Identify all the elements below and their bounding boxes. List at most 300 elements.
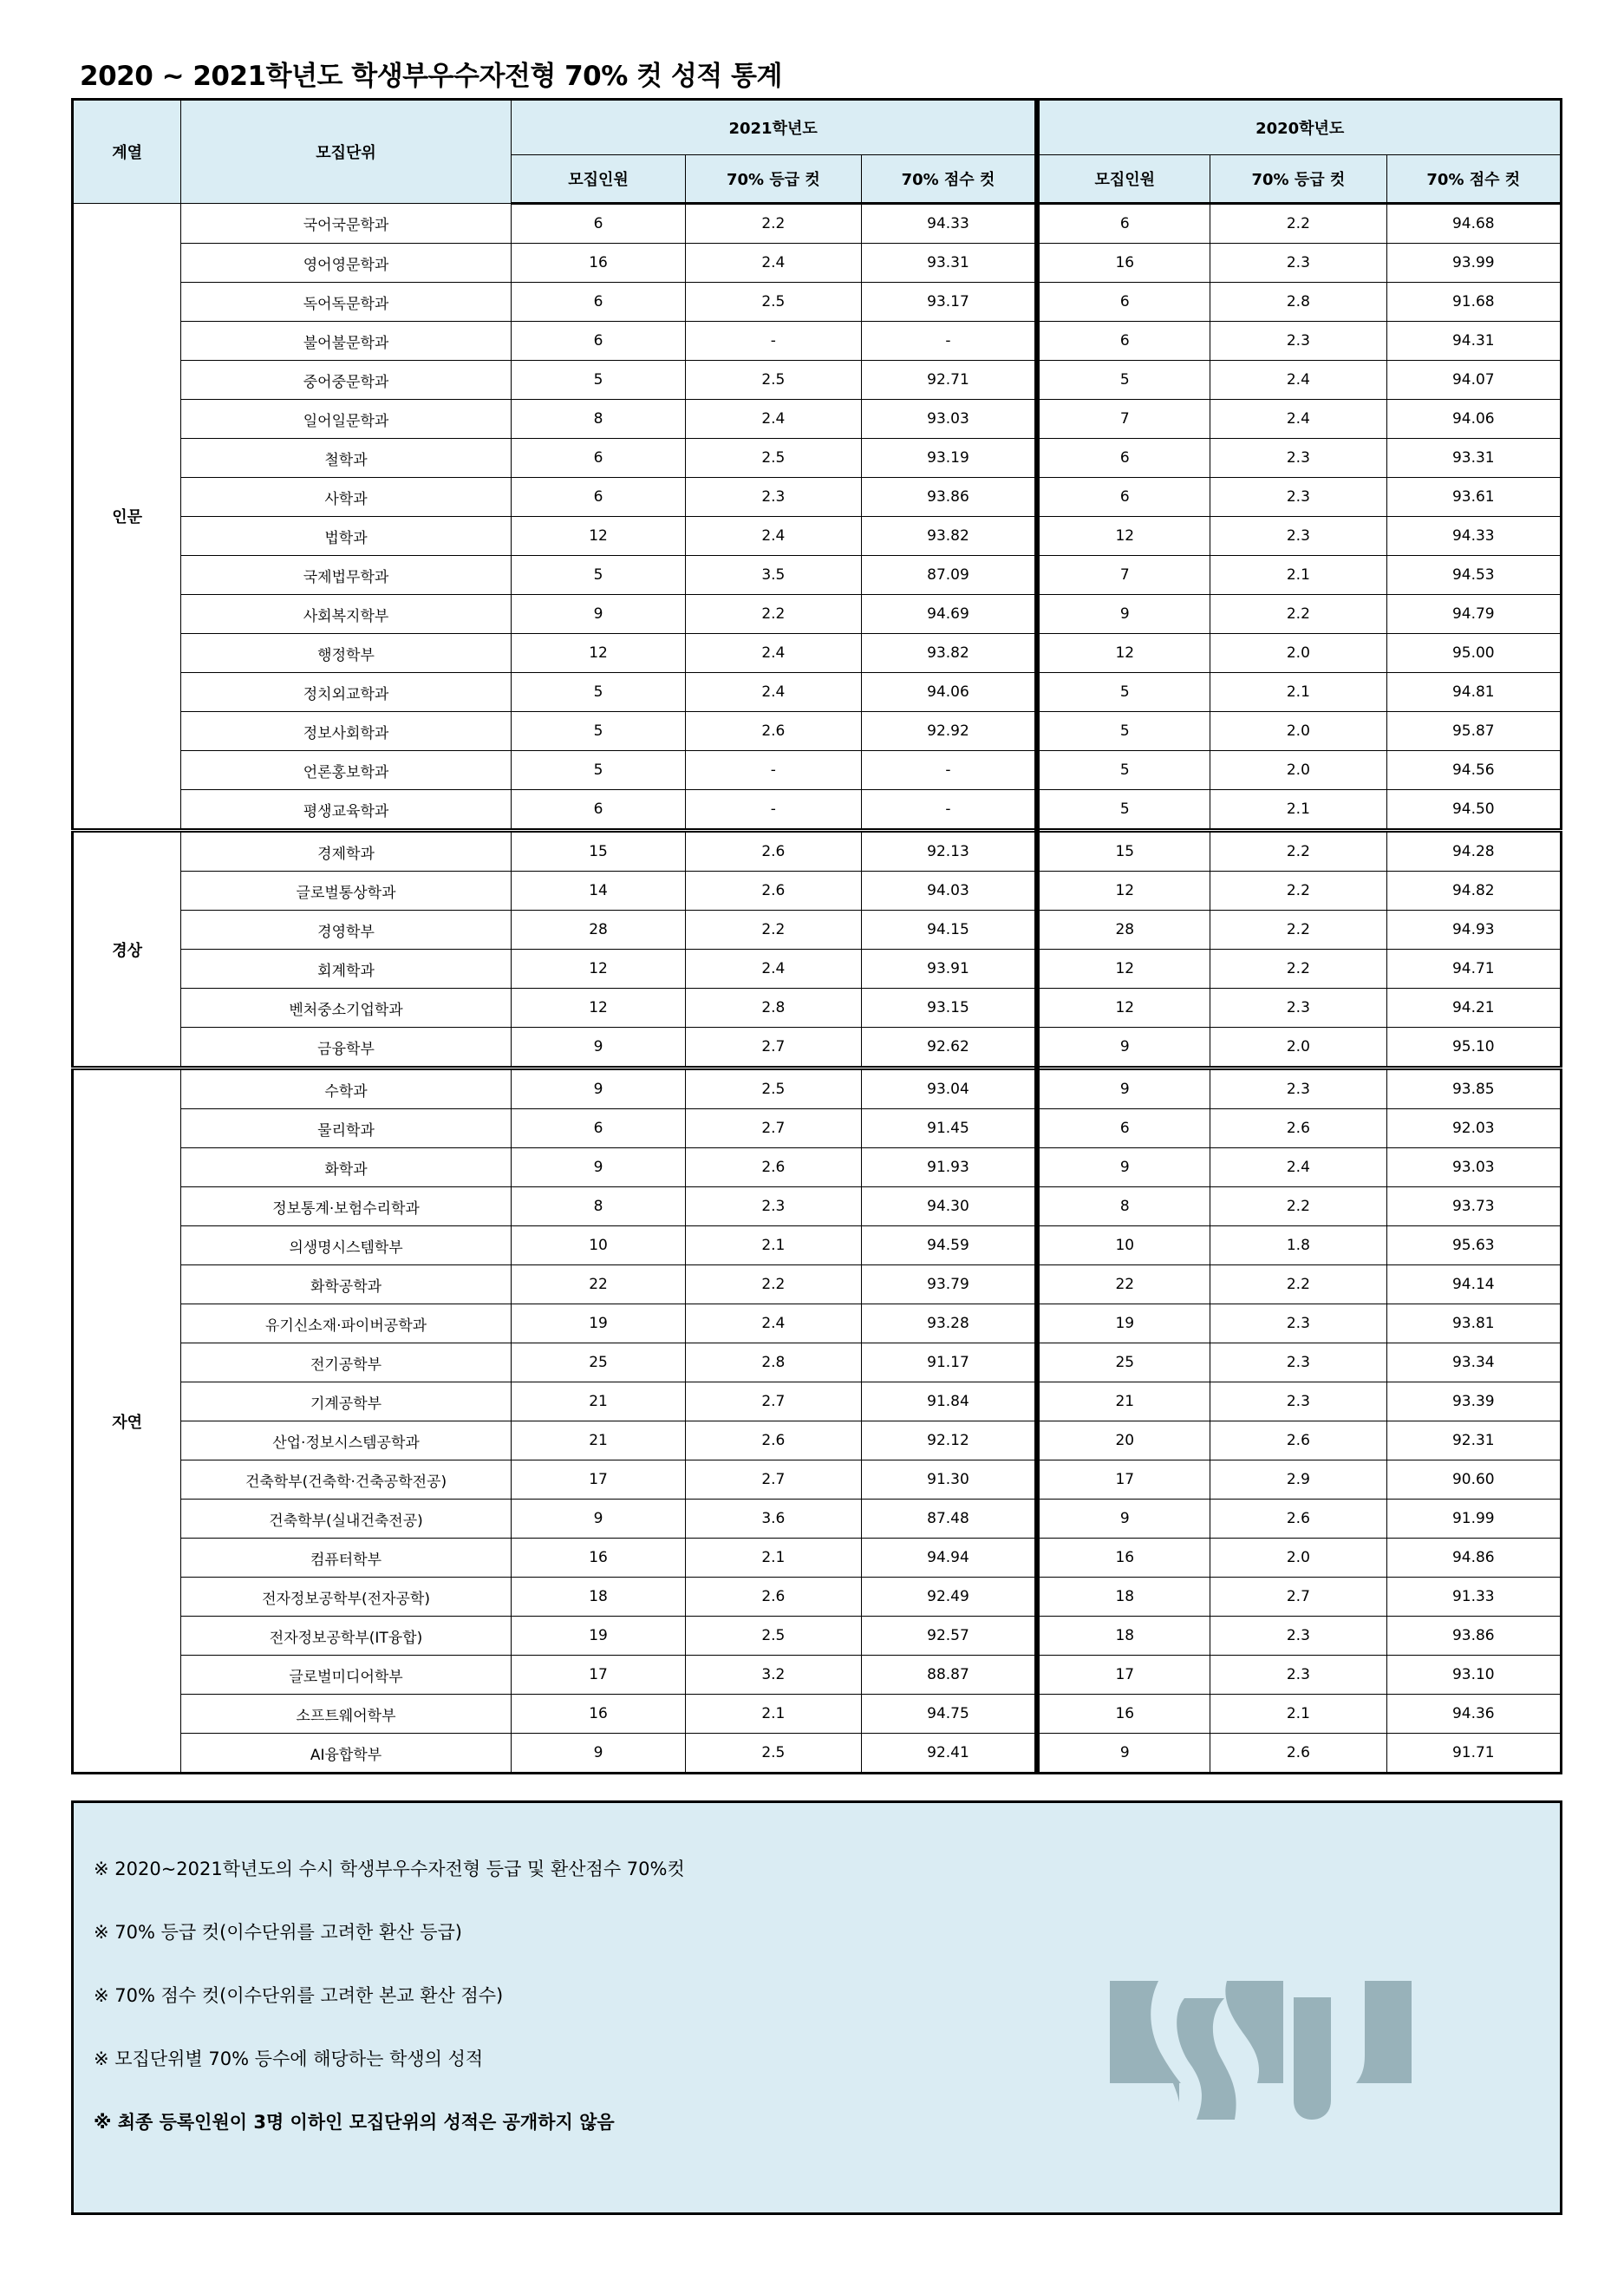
unit-cell: 기계공학부 [181,1382,512,1421]
y2021-grade-cut-cell: 2.5 [686,361,861,400]
y2020-score-cut-cell: 92.31 [1386,1421,1561,1460]
y2021-grade-cut-cell: 2.7 [686,1109,861,1148]
y2020-grade-cut-cell: 2.3 [1210,517,1386,556]
table-row [73,1265,1562,1304]
y2021-score-cut-cell: 92.12 [861,1421,1037,1460]
header-2020-enroll: 모집인원 [1037,155,1210,204]
y2021-score-cut-cell: 93.31 [861,244,1037,283]
y2021-grade-cut-cell: 2.1 [686,1695,861,1734]
table-row [73,831,1562,872]
y2020-enroll-cell: 28 [1037,911,1210,950]
y2020-enroll-cell: 12 [1037,872,1210,911]
table-row [73,595,1562,634]
y2021-enroll-cell: 9 [511,595,685,634]
y2020-score-cut-cell: 94.86 [1386,1539,1561,1578]
y2020-enroll-cell: 5 [1037,673,1210,712]
y2020-grade-cut-cell: 2.3 [1210,322,1386,361]
y2020-grade-cut-cell: 2.6 [1210,1500,1386,1539]
unit-cell: 수학과 [181,1068,512,1109]
table-row [73,204,1562,244]
y2020-score-cut-cell: 91.71 [1386,1734,1561,1774]
unit-cell: 법학과 [181,517,512,556]
y2020-grade-cut-cell: 2.7 [1210,1578,1386,1617]
y2020-score-cut-cell: 93.99 [1386,244,1561,283]
y2020-grade-cut-cell: 2.3 [1210,244,1386,283]
y2020-grade-cut-cell: 2.1 [1210,673,1386,712]
table-row [73,283,1562,322]
y2021-enroll-cell: 5 [511,712,685,751]
y2021-grade-cut-cell: 2.6 [686,831,861,872]
unit-cell: 사회복지학부 [181,595,512,634]
y2021-score-cut-cell: 94.75 [861,1695,1037,1734]
y2020-enroll-cell: 9 [1037,1500,1210,1539]
y2021-score-cut-cell: 94.94 [861,1539,1037,1578]
unit-cell: 소프트웨어학부 [181,1695,512,1734]
y2020-grade-cut-cell: 2.0 [1210,634,1386,673]
y2020-enroll-cell: 16 [1037,244,1210,283]
table-row [73,1421,1562,1460]
header-2021-score-cut: 70% 점수 컷 [861,155,1037,204]
unit-cell: 금융학부 [181,1028,512,1068]
y2021-score-cut-cell: 93.19 [861,439,1037,478]
y2020-enroll-cell: 15 [1037,831,1210,872]
y2020-score-cut-cell: 95.87 [1386,712,1561,751]
unit-cell: 정치외교학과 [181,673,512,712]
y2021-grade-cut-cell: 2.4 [686,950,861,989]
y2021-score-cut-cell: - [861,790,1037,831]
y2021-grade-cut-cell: - [686,790,861,831]
table-row [73,950,1562,989]
y2021-score-cut-cell: 91.30 [861,1460,1037,1500]
y2020-grade-cut-cell: 2.3 [1210,439,1386,478]
table-row [73,1578,1562,1617]
y2020-score-cut-cell: 93.10 [1386,1656,1561,1695]
y2021-score-cut-cell: 92.49 [861,1578,1037,1617]
table-row [73,673,1562,712]
unit-cell: 독어독문학과 [181,283,512,322]
y2021-grade-cut-cell: 2.8 [686,1343,861,1382]
y2021-score-cut-cell: 94.69 [861,595,1037,634]
y2020-grade-cut-cell: 2.1 [1210,1695,1386,1734]
category-cell: 인문 [73,204,181,831]
y2020-score-cut-cell: 94.31 [1386,322,1561,361]
y2020-score-cut-cell: 94.06 [1386,400,1561,439]
y2020-score-cut-cell: 94.21 [1386,989,1561,1028]
y2021-score-cut-cell: 92.62 [861,1028,1037,1068]
y2021-enroll-cell: 9 [511,1734,685,1774]
table-body [73,204,1562,1774]
unit-cell: 전자정보공학부(전자공학) [181,1578,512,1617]
y2020-score-cut-cell: 93.86 [1386,1617,1561,1656]
y2020-score-cut-cell: 94.53 [1386,556,1561,595]
table-row [73,556,1562,595]
y2020-enroll-cell: 12 [1037,634,1210,673]
y2020-grade-cut-cell: 2.3 [1210,1343,1386,1382]
unit-cell: 중어중문학과 [181,361,512,400]
y2020-grade-cut-cell: 1.8 [1210,1226,1386,1265]
table-row [73,1539,1562,1578]
y2021-enroll-cell: 9 [511,1068,685,1109]
y2021-grade-cut-cell: 2.5 [686,1734,861,1774]
stats-sheet [71,98,1562,1774]
y2020-grade-cut-cell: 2.2 [1210,831,1386,872]
category-cell: 자연 [73,1068,181,1774]
note-3: ※ 70% 점수 컷(이수단위를 고려한 본교 환산 점수) [94,1985,504,2006]
y2021-score-cut-cell: - [861,322,1037,361]
y2021-score-cut-cell: 94.15 [861,911,1037,950]
y2021-score-cut-cell: 91.45 [861,1109,1037,1148]
y2020-score-cut-cell: 94.56 [1386,751,1561,790]
y2021-grade-cut-cell: 3.6 [686,1500,861,1539]
y2021-grade-cut-cell: 3.5 [686,556,861,595]
y2020-score-cut-cell: 94.33 [1386,517,1561,556]
y2020-score-cut-cell: 94.14 [1386,1265,1561,1304]
y2021-grade-cut-cell: 2.7 [686,1028,861,1068]
y2021-score-cut-cell: 94.06 [861,673,1037,712]
table-row [73,244,1562,283]
y2021-enroll-cell: 22 [511,1265,685,1304]
y2020-enroll-cell: 16 [1037,1539,1210,1578]
y2021-enroll-cell: 15 [511,831,685,872]
unit-cell: 영어영문학과 [181,244,512,283]
y2020-score-cut-cell: 91.99 [1386,1500,1561,1539]
table-row [73,1382,1562,1421]
y2020-grade-cut-cell: 2.8 [1210,283,1386,322]
y2021-grade-cut-cell: 2.8 [686,989,861,1028]
y2021-enroll-cell: 8 [511,400,685,439]
y2021-score-cut-cell: 92.13 [861,831,1037,872]
unit-cell: 평생교육학과 [181,790,512,831]
y2021-grade-cut-cell: 2.2 [686,911,861,950]
y2021-grade-cut-cell: 2.6 [686,712,861,751]
y2020-score-cut-cell: 94.71 [1386,950,1561,989]
y2020-score-cut-cell: 95.00 [1386,634,1561,673]
y2021-grade-cut-cell: 2.4 [686,400,861,439]
y2021-score-cut-cell: 94.33 [861,204,1037,244]
y2020-enroll-cell: 12 [1037,950,1210,989]
y2021-enroll-cell: 19 [511,1304,685,1343]
unit-cell: AI융합학부 [181,1734,512,1774]
unit-cell: 컴퓨터학부 [181,1539,512,1578]
y2020-grade-cut-cell: 2.9 [1210,1460,1386,1500]
y2021-grade-cut-cell: - [686,751,861,790]
y2021-score-cut-cell: 91.93 [861,1148,1037,1187]
y2021-grade-cut-cell: 2.5 [686,283,861,322]
y2020-enroll-cell: 17 [1037,1656,1210,1695]
y2020-grade-cut-cell: 2.3 [1210,478,1386,517]
y2021-enroll-cell: 6 [511,790,685,831]
table-row [73,1617,1562,1656]
y2020-enroll-cell: 6 [1037,1109,1210,1148]
y2020-enroll-cell: 22 [1037,1265,1210,1304]
y2020-enroll-cell: 17 [1037,1460,1210,1500]
y2020-enroll-cell: 9 [1037,1148,1210,1187]
y2021-enroll-cell: 5 [511,673,685,712]
table-row [73,1500,1562,1539]
y2021-enroll-cell: 28 [511,911,685,950]
table-row [73,911,1562,950]
y2021-score-cut-cell: 93.82 [861,517,1037,556]
table-row [73,517,1562,556]
unit-cell: 정보통계·보험수리학과 [181,1187,512,1226]
y2021-score-cut-cell: 93.79 [861,1265,1037,1304]
y2021-enroll-cell: 6 [511,478,685,517]
y2020-enroll-cell: 20 [1037,1421,1210,1460]
y2021-grade-cut-cell: - [686,322,861,361]
y2020-grade-cut-cell: 2.4 [1210,1148,1386,1187]
unit-cell: 전자정보공학부(IT융합) [181,1617,512,1656]
table-row [73,1068,1562,1109]
y2021-grade-cut-cell: 2.4 [686,517,861,556]
table-row [73,439,1562,478]
unit-cell: 물리학과 [181,1109,512,1148]
header-2020-grade-cut: 70% 등급 컷 [1210,155,1386,204]
y2020-score-cut-cell: 94.82 [1386,872,1561,911]
y2021-enroll-cell: 6 [511,1109,685,1148]
y2021-enroll-cell: 16 [511,244,685,283]
y2021-enroll-cell: 9 [511,1500,685,1539]
y2020-score-cut-cell: 93.61 [1386,478,1561,517]
y2020-grade-cut-cell: 2.2 [1210,204,1386,244]
y2020-enroll-cell: 5 [1037,712,1210,751]
unit-cell: 회계학과 [181,950,512,989]
y2021-enroll-cell: 6 [511,322,685,361]
y2021-score-cut-cell: 93.82 [861,634,1037,673]
y2021-score-cut-cell: 91.84 [861,1382,1037,1421]
unit-cell: 유기신소재·파이버공학과 [181,1304,512,1343]
y2021-grade-cut-cell: 2.1 [686,1539,861,1578]
y2021-grade-cut-cell: 2.5 [686,439,861,478]
y2021-grade-cut-cell: 2.7 [686,1382,861,1421]
y2020-enroll-cell: 5 [1037,361,1210,400]
y2021-grade-cut-cell: 2.1 [686,1226,861,1265]
table-row [73,400,1562,439]
y2021-enroll-cell: 21 [511,1421,685,1460]
y2021-grade-cut-cell: 2.6 [686,1421,861,1460]
y2020-enroll-cell: 18 [1037,1578,1210,1617]
y2021-grade-cut-cell: 2.4 [686,244,861,283]
table-row [73,1304,1562,1343]
unit-cell: 글로벌미디어학부 [181,1656,512,1695]
y2020-grade-cut-cell: 2.2 [1210,1265,1386,1304]
y2021-score-cut-cell: 87.48 [861,1500,1037,1539]
y2020-grade-cut-cell: 2.3 [1210,989,1386,1028]
unit-cell: 행정학부 [181,634,512,673]
y2021-score-cut-cell: 92.57 [861,1617,1037,1656]
y2020-grade-cut-cell: 2.6 [1210,1109,1386,1148]
table-row [73,1734,1562,1774]
table-row [73,1028,1562,1068]
y2021-score-cut-cell: 88.87 [861,1656,1037,1695]
y2020-score-cut-cell: 91.68 [1386,283,1561,322]
y2020-score-cut-cell: 94.68 [1386,204,1561,244]
y2021-enroll-cell: 16 [511,1539,685,1578]
unit-cell: 경영학부 [181,911,512,950]
unit-cell: 철학과 [181,439,512,478]
y2021-enroll-cell: 9 [511,1148,685,1187]
y2021-grade-cut-cell: 2.3 [686,1187,861,1226]
unit-cell: 불어불문학과 [181,322,512,361]
unit-cell: 일어일문학과 [181,400,512,439]
table-row [73,1656,1562,1695]
y2020-score-cut-cell: 94.36 [1386,1695,1561,1734]
header-2021-enroll: 모집인원 [511,155,685,204]
category-cell: 경상 [73,831,181,1068]
table-row [73,1695,1562,1734]
y2021-score-cut-cell: 92.71 [861,361,1037,400]
y2021-score-cut-cell: 93.17 [861,283,1037,322]
y2021-enroll-cell: 6 [511,283,685,322]
y2020-grade-cut-cell: 2.2 [1210,872,1386,911]
table-row [73,361,1562,400]
y2020-enroll-cell: 19 [1037,1304,1210,1343]
y2020-score-cut-cell: 94.93 [1386,911,1561,950]
y2021-score-cut-cell: 93.15 [861,989,1037,1028]
y2021-score-cut-cell: 93.91 [861,950,1037,989]
y2021-enroll-cell: 21 [511,1382,685,1421]
table-row [73,1226,1562,1265]
y2020-enroll-cell: 9 [1037,1068,1210,1109]
y2020-enroll-cell: 25 [1037,1343,1210,1382]
cutoff-table [71,98,1562,1774]
table-row [73,1343,1562,1382]
y2021-grade-cut-cell: 2.2 [686,595,861,634]
y2021-score-cut-cell: 92.41 [861,1734,1037,1774]
y2020-grade-cut-cell: 2.0 [1210,1028,1386,1068]
y2020-grade-cut-cell: 2.2 [1210,595,1386,634]
y2020-score-cut-cell: 95.10 [1386,1028,1561,1068]
header-category: 계열 [73,100,181,204]
table-row [73,322,1562,361]
y2020-score-cut-cell: 90.60 [1386,1460,1561,1500]
y2021-grade-cut-cell: 2.4 [686,673,861,712]
y2020-score-cut-cell: 94.28 [1386,831,1561,872]
unit-cell: 전기공학부 [181,1343,512,1382]
table-row [73,1187,1562,1226]
y2021-enroll-cell: 17 [511,1656,685,1695]
y2020-score-cut-cell: 93.03 [1386,1148,1561,1187]
y2020-grade-cut-cell: 2.0 [1210,1539,1386,1578]
y2020-score-cut-cell: 93.85 [1386,1068,1561,1109]
y2020-score-cut-cell: 94.07 [1386,361,1561,400]
y2020-enroll-cell: 5 [1037,751,1210,790]
unit-cell: 경제학과 [181,831,512,872]
y2020-score-cut-cell: 91.33 [1386,1578,1561,1617]
y2020-enroll-cell: 6 [1037,439,1210,478]
y2020-grade-cut-cell: 2.3 [1210,1656,1386,1695]
y2020-enroll-cell: 12 [1037,989,1210,1028]
y2020-score-cut-cell: 94.79 [1386,595,1561,634]
header-2020-score-cut: 70% 점수 컷 [1386,155,1561,204]
y2021-enroll-cell: 12 [511,517,685,556]
unit-cell: 의생명시스템학부 [181,1226,512,1265]
y2021-enroll-cell: 5 [511,751,685,790]
y2021-enroll-cell: 19 [511,1617,685,1656]
note-1: ※ 2020~2021학년도의 수시 학생부우수자전형 등급 및 환산점수 70%컷 [94,1859,685,1879]
y2020-enroll-cell: 7 [1037,556,1210,595]
y2020-score-cut-cell: 93.73 [1386,1187,1561,1226]
unit-cell: 국어국문학과 [181,204,512,244]
y2020-grade-cut-cell: 2.6 [1210,1421,1386,1460]
y2021-grade-cut-cell: 2.6 [686,1578,861,1617]
unit-cell: 화학공학과 [181,1265,512,1304]
y2021-enroll-cell: 17 [511,1460,685,1500]
y2020-enroll-cell: 6 [1037,478,1210,517]
y2021-enroll-cell: 12 [511,950,685,989]
unit-cell: 건축학부(건축학·건축공학전공) [181,1460,512,1500]
unit-cell: 벤처중소기업학과 [181,989,512,1028]
table-row [73,989,1562,1028]
y2020-score-cut-cell: 93.39 [1386,1382,1561,1421]
unit-cell: 건축학부(실내건축전공) [181,1500,512,1539]
y2020-enroll-cell: 5 [1037,790,1210,831]
y2020-enroll-cell: 8 [1037,1187,1210,1226]
y2020-enroll-cell: 7 [1037,400,1210,439]
y2020-grade-cut-cell: 2.6 [1210,1734,1386,1774]
y2021-enroll-cell: 8 [511,1187,685,1226]
y2021-enroll-cell: 5 [511,361,685,400]
y2021-enroll-cell: 10 [511,1226,685,1265]
y2020-enroll-cell: 21 [1037,1382,1210,1421]
y2021-enroll-cell: 25 [511,1343,685,1382]
y2021-score-cut-cell: 93.03 [861,400,1037,439]
notes-panel [71,1800,1562,2215]
y2020-enroll-cell: 9 [1037,1734,1210,1774]
y2021-enroll-cell: 18 [511,1578,685,1617]
y2020-enroll-cell: 18 [1037,1617,1210,1656]
y2021-enroll-cell: 5 [511,556,685,595]
y2021-score-cut-cell: 92.92 [861,712,1037,751]
y2020-enroll-cell: 9 [1037,595,1210,634]
y2020-grade-cut-cell: 2.4 [1210,361,1386,400]
y2021-grade-cut-cell: 2.4 [686,1304,861,1343]
y2020-grade-cut-cell: 2.3 [1210,1382,1386,1421]
ssu-logo-icon [1110,1981,1483,2120]
y2021-score-cut-cell: 93.04 [861,1068,1037,1109]
y2021-grade-cut-cell: 2.6 [686,872,861,911]
y2021-grade-cut-cell: 2.3 [686,478,861,517]
header-unit: 모집단위 [181,100,512,204]
y2021-grade-cut-cell: 3.2 [686,1656,861,1695]
y2021-grade-cut-cell: 2.7 [686,1460,861,1500]
unit-cell: 글로벌통상학과 [181,872,512,911]
y2020-grade-cut-cell: 2.1 [1210,556,1386,595]
y2020-enroll-cell: 9 [1037,1028,1210,1068]
header-year-2021: 2021학년도 [511,100,1037,155]
table-row [73,872,1562,911]
y2021-grade-cut-cell: 2.5 [686,1068,861,1109]
y2020-score-cut-cell: 94.50 [1386,790,1561,831]
table-row [73,1109,1562,1148]
y2021-score-cut-cell: 94.30 [861,1187,1037,1226]
unit-cell: 산업·정보시스템공학과 [181,1421,512,1460]
y2020-grade-cut-cell: 2.0 [1210,712,1386,751]
y2021-score-cut-cell: 94.03 [861,872,1037,911]
unit-cell: 화학과 [181,1148,512,1187]
y2020-score-cut-cell: 94.81 [1386,673,1561,712]
y2020-score-cut-cell: 93.34 [1386,1343,1561,1382]
y2021-score-cut-cell: - [861,751,1037,790]
y2020-grade-cut-cell: 2.2 [1210,1187,1386,1226]
y2020-score-cut-cell: 93.31 [1386,439,1561,478]
y2020-grade-cut-cell: 2.3 [1210,1617,1386,1656]
y2020-enroll-cell: 6 [1037,283,1210,322]
y2020-grade-cut-cell: 2.3 [1210,1304,1386,1343]
y2020-grade-cut-cell: 2.3 [1210,1068,1386,1109]
y2021-score-cut-cell: 94.59 [861,1226,1037,1265]
table-row [73,478,1562,517]
header-2021-grade-cut: 70% 등급 컷 [686,155,861,204]
